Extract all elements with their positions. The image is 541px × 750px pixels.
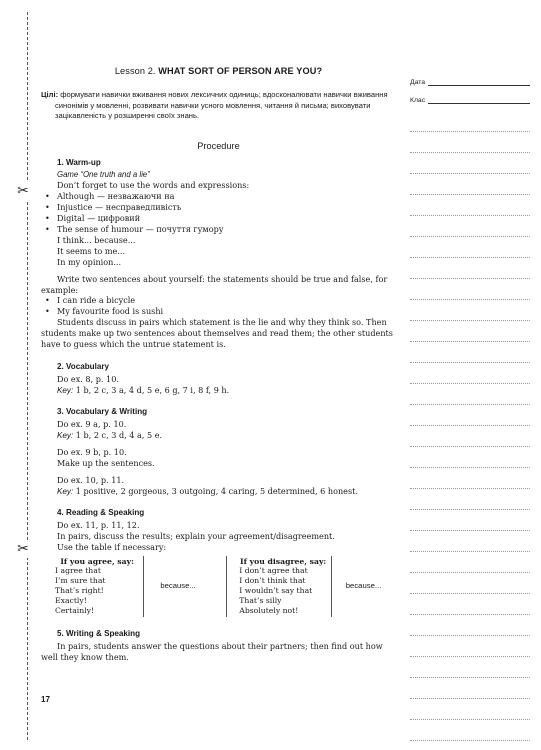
class-label: Клас bbox=[410, 97, 426, 104]
vocabulary-list bbox=[41, 191, 396, 235]
phrase-item: That’s right! bbox=[55, 586, 104, 596]
table-intro: Use the table if necessary: bbox=[57, 541, 167, 552]
answer-key bbox=[57, 486, 396, 498]
list-item: • The sense of humour — почуття гумору bbox=[41, 224, 396, 235]
lesson-title bbox=[41, 66, 396, 77]
note-line bbox=[410, 342, 530, 363]
phrase-item: I wouldn’t say that bbox=[239, 586, 313, 596]
cut-line bbox=[27, 12, 28, 740]
note-line bbox=[410, 594, 530, 615]
note-line bbox=[410, 153, 530, 174]
phrase-item: Absolutely not! bbox=[239, 605, 299, 615]
date-label: Дата bbox=[410, 79, 426, 86]
writing-instruction: In pairs, students answer the questions about their partners; then find out how well they know them. bbox=[41, 641, 383, 663]
list-item: • Digital — цифровий bbox=[41, 213, 396, 224]
date-field[interactable] bbox=[410, 68, 530, 86]
section-title-vocab-writing: 3. Vocabulary & Writing bbox=[57, 406, 148, 416]
phrase-line: In my opinion... bbox=[57, 256, 122, 267]
note-line bbox=[410, 426, 530, 447]
exercise-task: Make up the sentences. bbox=[57, 458, 155, 469]
teacher-notes-header bbox=[410, 68, 530, 104]
section-title-vocabulary: 2. Vocabulary bbox=[57, 362, 110, 371]
section-title-writing: 5. Writing & Speaking bbox=[57, 629, 141, 639]
note-line bbox=[410, 531, 530, 552]
note-line bbox=[410, 552, 530, 573]
section-title-warmup: 1. Warm-up bbox=[57, 157, 101, 167]
exercise-line: Do ex. 9 b, p. 10. bbox=[57, 447, 127, 458]
note-line bbox=[410, 678, 530, 699]
section-title-reading: 4. Reading & Speaking bbox=[57, 508, 145, 518]
phrase-item: That’s silly bbox=[239, 595, 282, 605]
phrase-table bbox=[43, 556, 395, 618]
agree-phrases bbox=[43, 556, 144, 618]
phrase-item: Certainly! bbox=[55, 605, 95, 615]
class-field[interactable] bbox=[410, 86, 530, 104]
note-line bbox=[410, 363, 530, 384]
list-item: • I can ride a bicycle bbox=[41, 295, 396, 306]
note-line bbox=[410, 405, 530, 426]
notes-column bbox=[410, 111, 530, 741]
list-item: • My favourite food is sushi bbox=[41, 306, 396, 317]
phrase-item: I don’t agree that bbox=[239, 566, 308, 576]
scissors-icon: ✂ bbox=[15, 182, 31, 200]
note-line bbox=[410, 258, 530, 279]
phrase-line: I think... because... bbox=[57, 234, 136, 245]
note-line bbox=[410, 657, 530, 678]
key-text: 1 positive, 2 gorgeous, 3 outgoing, 4 caring, 5 determined, 6 honest. bbox=[73, 486, 358, 497]
key-text: 1 b, 2 c, 3 d, 4 a, 5 e. bbox=[73, 429, 163, 440]
key-label: Key: bbox=[57, 385, 74, 395]
note-line bbox=[410, 132, 530, 153]
note-line bbox=[410, 195, 530, 216]
disagree-because: because... bbox=[332, 556, 395, 618]
key-text: 1 b, 2 c, 3 a, 4 d, 5 e, 6 g, 7 i, 8 f, 9 h. bbox=[73, 384, 230, 395]
phrase-line: It seems to me... bbox=[57, 245, 126, 256]
note-line bbox=[410, 615, 530, 636]
key-label: Key: bbox=[57, 487, 74, 497]
warmup-task: Write two sentences about yourself: the statements should be true and false, for example: bbox=[41, 273, 388, 295]
note-line bbox=[410, 279, 530, 300]
disagree-phrases bbox=[227, 556, 332, 618]
exercise-line: Do ex. 10, p. 11. bbox=[57, 475, 125, 486]
note-line bbox=[410, 720, 530, 741]
list-item: • Injustice — несправедливість bbox=[41, 202, 396, 213]
exercise-line: Do ex. 11, p. 11, 12. bbox=[57, 519, 140, 530]
goals-text: формувати навички вживання нових лексичних одиниць; вдосконалювати навички вживання синонімів у мовленні, розвивати навички усного мовлення, читання й письма; виховувати зацікавленість у розширенні своїх знань. bbox=[55, 89, 388, 121]
procedure-heading: Procedure bbox=[197, 140, 240, 151]
page-number: 17 bbox=[41, 695, 50, 704]
lesson-content bbox=[41, 66, 396, 663]
note-line bbox=[410, 636, 530, 657]
note-line bbox=[410, 321, 530, 342]
note-line bbox=[410, 216, 530, 237]
agree-header: If you agree, say: bbox=[60, 556, 134, 566]
class-underline bbox=[428, 95, 530, 104]
note-line bbox=[410, 384, 530, 405]
note-line bbox=[410, 699, 530, 720]
goals-label: Цілі: bbox=[41, 89, 59, 99]
lesson-goals bbox=[41, 90, 396, 122]
phrase-item: I’m sure that bbox=[55, 576, 106, 586]
answer-key bbox=[57, 430, 396, 442]
note-line bbox=[410, 237, 530, 258]
answer-key bbox=[57, 385, 396, 397]
exercise-line: Do ex. 8, p. 10. bbox=[57, 373, 119, 384]
scissors-icon: ✂ bbox=[15, 540, 31, 558]
disagree-header: If you disagree, say: bbox=[240, 556, 327, 566]
game-title: Game “One truth and a lie” bbox=[57, 169, 150, 179]
note-line bbox=[410, 300, 530, 321]
phrase-item: I don’t think that bbox=[239, 576, 306, 586]
note-line bbox=[410, 489, 530, 510]
phrase-item: Exactly! bbox=[55, 595, 87, 605]
example-list bbox=[41, 295, 396, 317]
date-underline bbox=[428, 77, 530, 86]
warmup-intro: Don’t forget to use the words and expressions: bbox=[57, 180, 250, 191]
note-line bbox=[410, 468, 530, 489]
phrase-item: I agree that bbox=[55, 566, 101, 576]
key-label: Key: bbox=[57, 430, 74, 440]
note-line bbox=[410, 510, 530, 531]
note-line bbox=[410, 174, 530, 195]
lesson-prefix: Lesson 2. bbox=[114, 66, 159, 76]
lesson-name: WHAT SORT OF PERSON ARE YOU? bbox=[158, 66, 323, 76]
pairs-instruction: In pairs, discuss the results; explain your agreement/disagreement. bbox=[57, 530, 335, 541]
agree-because: because... bbox=[144, 556, 212, 618]
note-line bbox=[410, 447, 530, 468]
list-item: • Although — незважаючи на bbox=[41, 191, 396, 202]
exercise-line: Do ex. 9 a, p. 10. bbox=[57, 418, 127, 429]
note-line bbox=[410, 111, 530, 132]
warmup-discussion: Students discuss in pairs which statement is the lie and why they think so. Then students make up two sentences about themselves and read them; the other students have to guess which the untrue statement is. bbox=[41, 317, 393, 350]
note-line bbox=[410, 573, 530, 594]
